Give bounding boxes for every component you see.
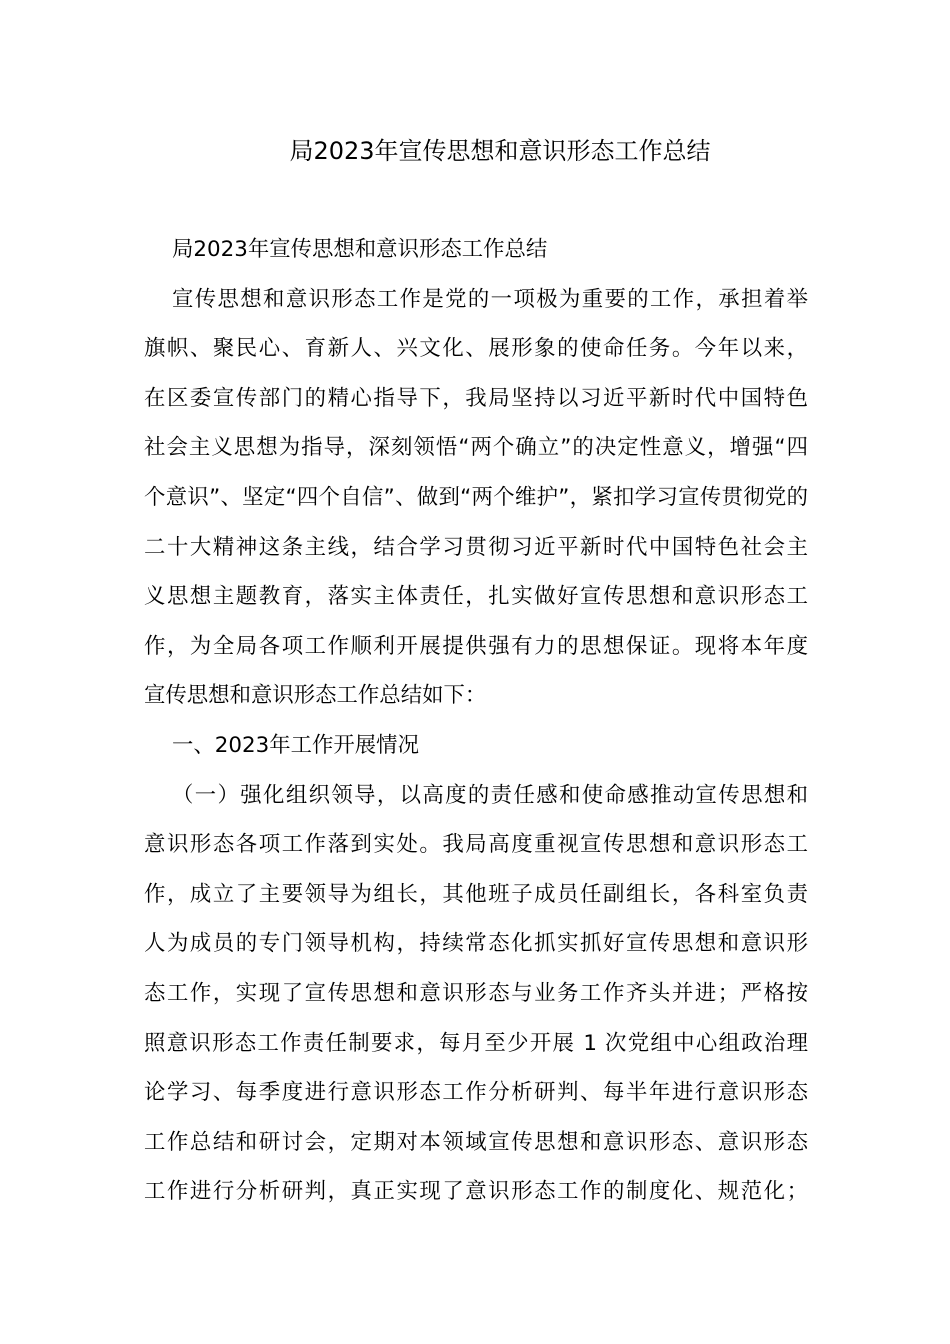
paragraph-line: 社会主义思想为指导，深刻领悟“两个确立”的决定性意义，增强“四 [144,435,808,461]
paragraph-line: 作，成立了主要领导为组长，其他班子成员任副组长，各科室负责 [144,881,808,907]
paragraph-line: 义思想主题教育，落实主体责任，扎实做好宣传思想和意识形态工 [144,584,808,610]
paragraph-line: 在区委宣传部门的精心指导下，我局坚持以习近平新时代中国特色 [144,385,808,411]
document-title: 局2023年宣传思想和意识形态工作总结 [289,137,711,165]
paragraph-line: （一）强化组织领导，以高度的责任感和使命感推动宣传思想和 [172,782,808,808]
paragraph-line: 意识形态各项工作落到实处。我局高度重视宣传思想和意识形态工 [144,832,808,858]
paragraph-line: 个意识”、坚定“四个自信”、做到“两个维护”，紧扣学习宣传贯彻党的 [144,484,808,510]
paragraph-line: 工作总结和研讨会，定期对本领域宣传思想和意识形态、意识形态 [144,1129,808,1155]
paragraph-line: 人为成员的专门领导机构，持续常态化抓实抓好宣传思想和意识形 [144,931,808,957]
paragraph-line: 二十大精神这条主线，结合学习贯彻习近平新时代中国特色社会主 [144,534,808,560]
paragraph-line: 工作进行分析研判，真正实现了意识形态工作的制度化、规范化； [144,1179,808,1205]
paragraph-line: 论学习、每季度进行意识形态工作分析研判、每半年进行意识形态 [144,1080,808,1106]
paragraph-line: 照意识形态工作责任制要求，每月至少开展 1 次党组中心组政治理 [144,1030,808,1056]
paragraph-line: 态工作，实现了宣传思想和意识形态与业务工作齐头并进；严格按 [144,980,808,1006]
section-heading: 一、2023年工作开展情况 [172,732,419,758]
paragraph-line: 宣传思想和意识形态工作是党的一项极为重要的工作，承担着举 [172,286,808,312]
paragraph-line: 作，为全局各项工作顺利开展提供强有力的思想保证。现将本年度 [144,633,808,659]
paragraph-line: 旗帜、聚民心、育新人、兴文化、展形象的使命任务。今年以来， [144,336,808,362]
paragraph-line: 宣传思想和意识形态工作总结如下： [144,683,487,709]
subtitle-line: 局2023年宣传思想和意识形态工作总结 [172,237,548,262]
document-body [144,225,808,1217]
